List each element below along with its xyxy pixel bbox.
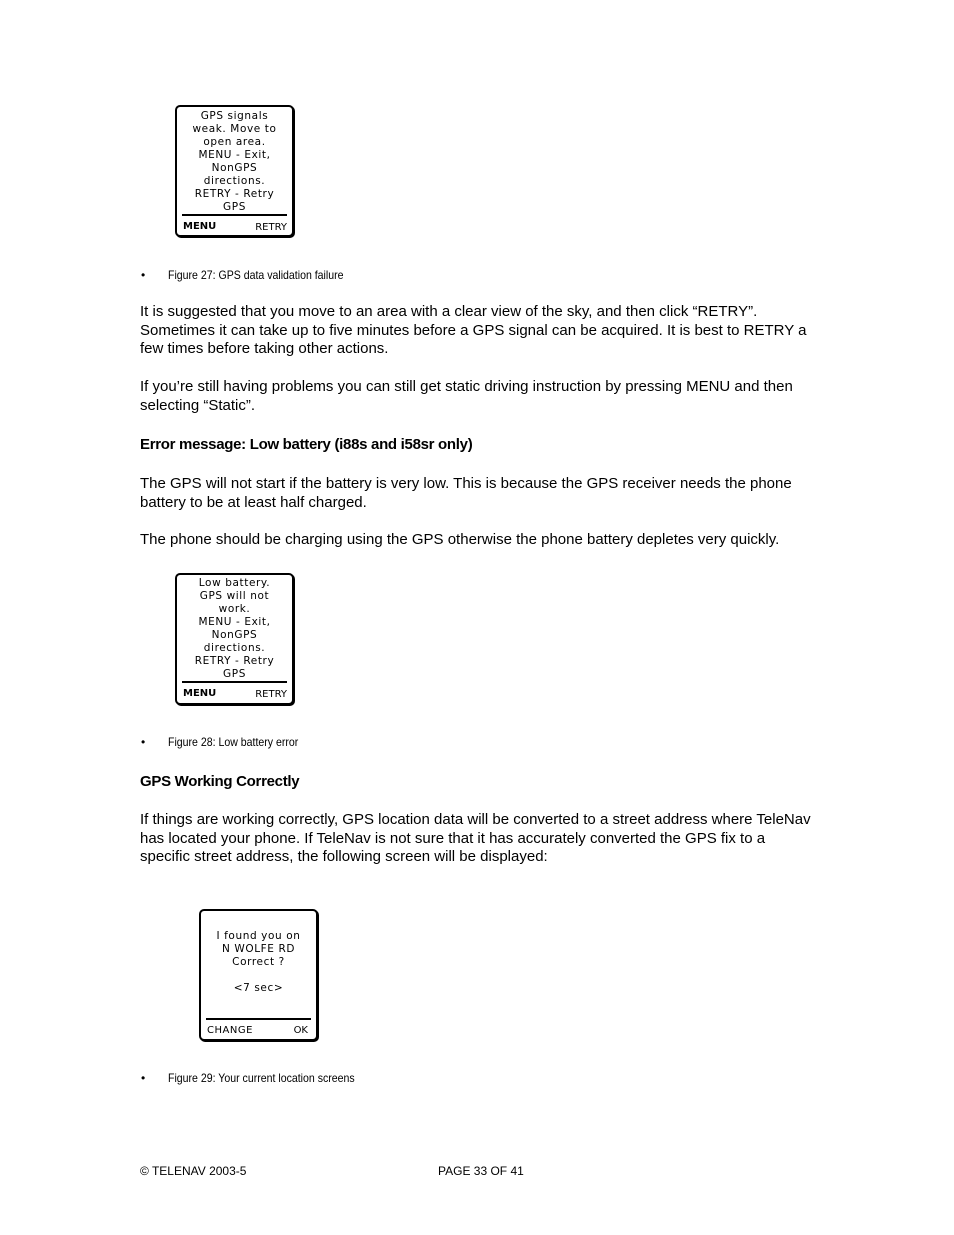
- screen-line: RETRY - Retry: [194, 655, 275, 667]
- screen-line: GPS: [223, 668, 246, 680]
- phone-screen-location-found: [199, 909, 318, 1041]
- softkey-divider: [182, 681, 287, 683]
- ok-softkey: OK: [293, 1025, 308, 1036]
- phone-screen-gps-weak: [175, 105, 294, 237]
- low-battery-paragraph: The GPS will not start if the battery is very low. This is because the GPS receiver needs the phone battery to be at least half charged.: [140, 475, 792, 511]
- figure-caption: Figure 29: Your current location screens: [168, 1071, 355, 1085]
- retry-softkey: RETRY: [255, 222, 287, 233]
- gps-working-heading: GPS Working Correctly: [140, 773, 300, 790]
- caption-bullet: •: [141, 268, 146, 282]
- screen-line: directions.: [203, 642, 266, 654]
- footer-page-number: PAGE 33 OF 41: [438, 1164, 524, 1178]
- screen-line: N WOLFE RD: [221, 943, 296, 955]
- screen-line: weak. Move to: [192, 123, 277, 135]
- screen-line: Low battery.: [198, 577, 271, 589]
- screen-line: RETRY - Retry: [194, 188, 275, 200]
- retry-softkey: RETRY: [255, 689, 287, 700]
- caption-bullet: •: [141, 1071, 146, 1085]
- figure-caption: Figure 27: GPS data validation failure: [168, 268, 344, 282]
- softkey-divider: [182, 214, 287, 216]
- change-softkey: CHANGE: [207, 1025, 253, 1036]
- screen-line: GPS: [223, 201, 246, 213]
- screen-line: I found you on: [216, 930, 301, 942]
- screen-line: directions.: [203, 175, 266, 187]
- screen-line: <7 sec>: [233, 982, 284, 994]
- screen-message: [201, 930, 316, 995]
- screen-line: open area.: [203, 136, 266, 148]
- screen-line: MENU - Exit,: [198, 149, 271, 161]
- screen-line: GPS will not: [199, 590, 270, 602]
- screen-message: [177, 577, 292, 681]
- low-battery-heading: Error message: Low battery (i88s and i58sr only): [140, 436, 473, 453]
- caption-bullet: •: [141, 735, 146, 749]
- screen-line: GPS signals: [200, 110, 269, 122]
- screen-line: work.: [218, 603, 251, 615]
- screen-message: [177, 110, 292, 214]
- footer-copyright: © TELENAV 2003-5: [140, 1164, 247, 1178]
- charging-note-paragraph: The phone should be charging using the GPS otherwise the phone battery depletes very quickly.: [140, 531, 780, 548]
- screen-line: NonGPS: [211, 629, 258, 641]
- phone-screen-low-battery: [175, 573, 294, 705]
- static-instructions-paragraph: If you’re still having problems you can still get static driving instruction by pressing MENU and then selecting “Static”.: [140, 378, 793, 414]
- screen-line: [201, 969, 316, 982]
- screen-line: NonGPS: [211, 162, 258, 174]
- retry-suggestion-paragraph: It is suggested that you move to an area with a clear view of the sky, and then click “RETRY”. Sometimes it can take up to five minutes before a GPS signal can be acquired. It is best to RETRY a few times before taking other actions.: [140, 303, 807, 358]
- menu-softkey: MENU: [183, 688, 217, 699]
- menu-softkey: MENU: [183, 221, 217, 232]
- screen-line: MENU - Exit,: [198, 616, 271, 628]
- figure-caption: Figure 28: Low battery error: [168, 735, 299, 749]
- softkey-divider: [206, 1018, 311, 1020]
- screen-line: Correct ?: [232, 956, 285, 968]
- working-correctly-paragraph: If things are working correctly, GPS location data will be converted to a street address where TeleNav has located your phone. If TeleNav is not sure that it has accurately converted the GPS fix to a specific street address, the following screen will be displayed:: [140, 811, 811, 866]
